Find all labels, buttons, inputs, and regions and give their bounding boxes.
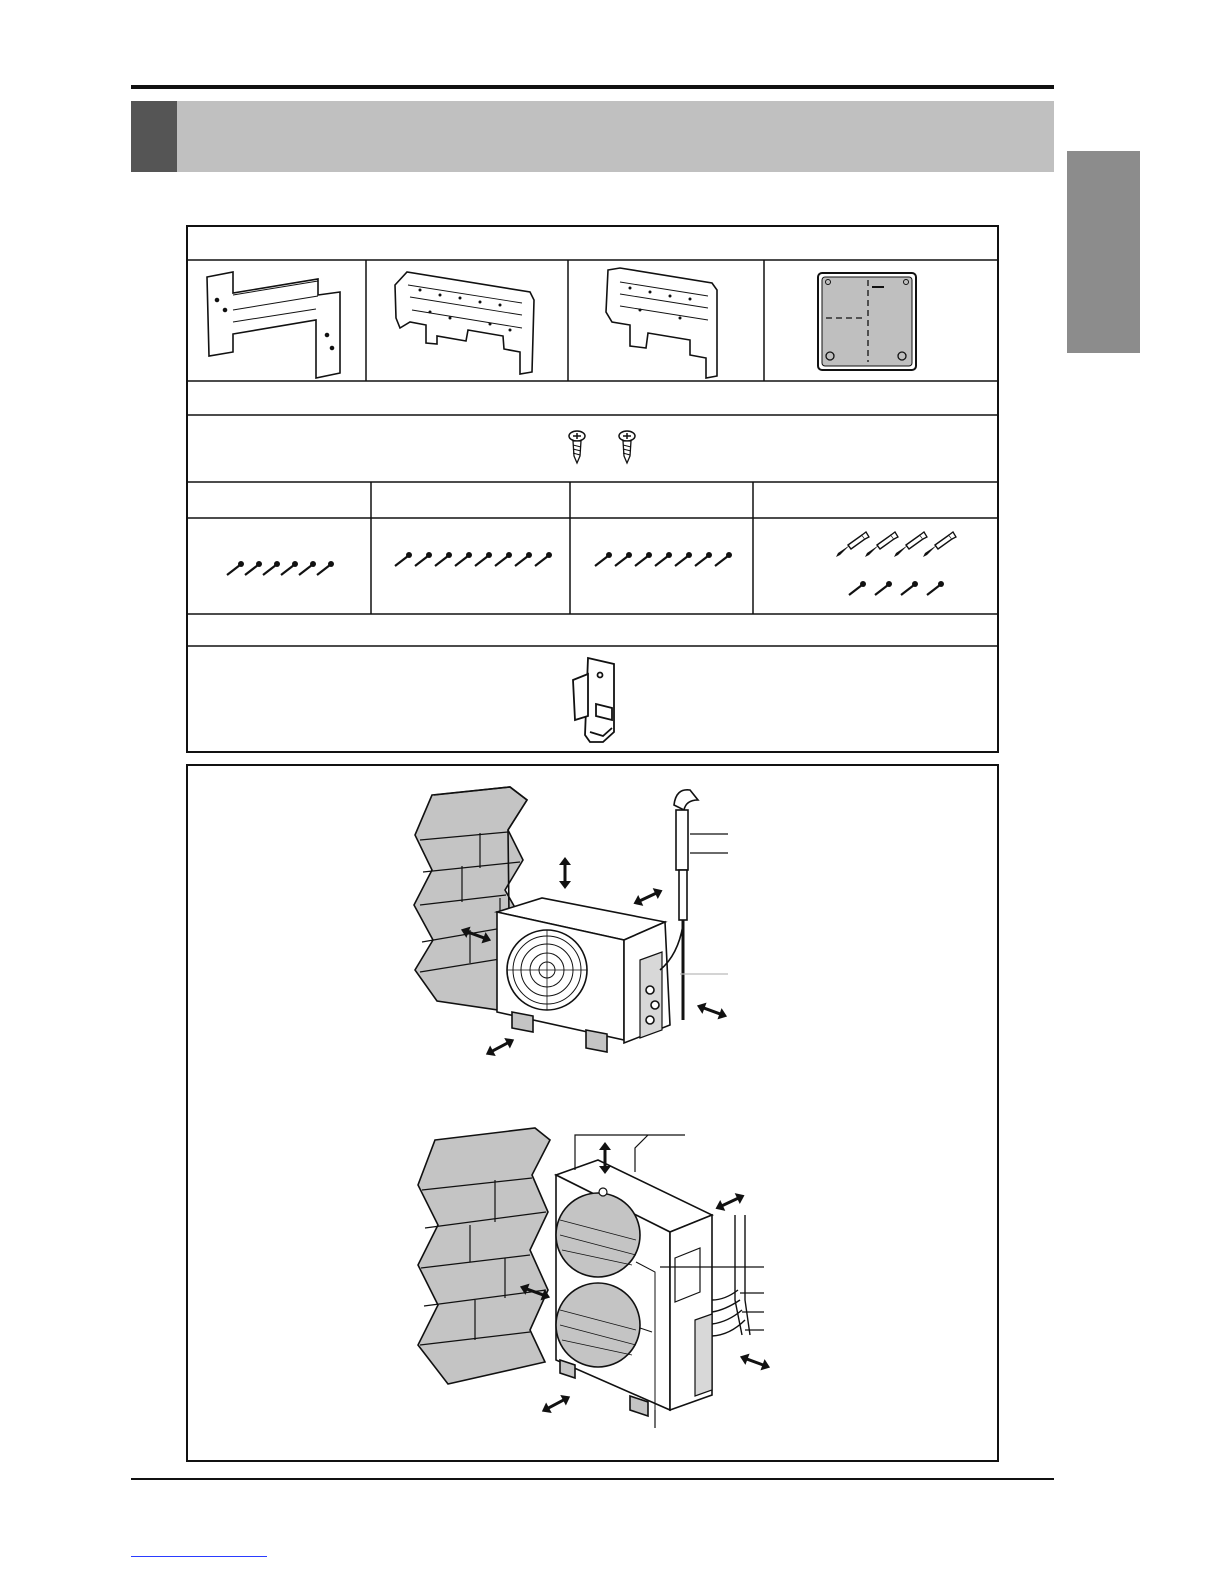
clearance-arrow-back-large (713, 1190, 747, 1214)
wood-screws-8 (395, 552, 552, 566)
brick-wall-2 (418, 1128, 550, 1384)
outdoor-unit-large (556, 1160, 712, 1416)
footer-link-underline[interactable] (131, 1556, 267, 1557)
clearance-arrow-back (631, 885, 665, 909)
installation-plate-2 (395, 272, 534, 374)
bottom-rule (131, 1478, 1054, 1480)
pan-screw-1 (569, 431, 585, 463)
wood-screws-6 (227, 561, 334, 575)
installation-plate-3 (606, 268, 717, 378)
installation-plate-4 (818, 273, 916, 370)
pan-screw-2 (619, 431, 635, 463)
clearance-arrow-right (695, 1000, 729, 1022)
clearance-arrow-top (559, 857, 571, 889)
pipe-assembly (660, 790, 728, 1020)
installation-plate-1 (207, 272, 340, 378)
clearance-arrow-right-large (738, 1351, 772, 1373)
remote-holder (573, 658, 614, 742)
anchors-and-screws (836, 532, 956, 595)
wood-screws-7 (595, 552, 732, 566)
clearance-arrow-front-large (539, 1391, 573, 1417)
clearance-arrow-front (483, 1034, 517, 1060)
outdoor-unit-small (497, 898, 670, 1052)
